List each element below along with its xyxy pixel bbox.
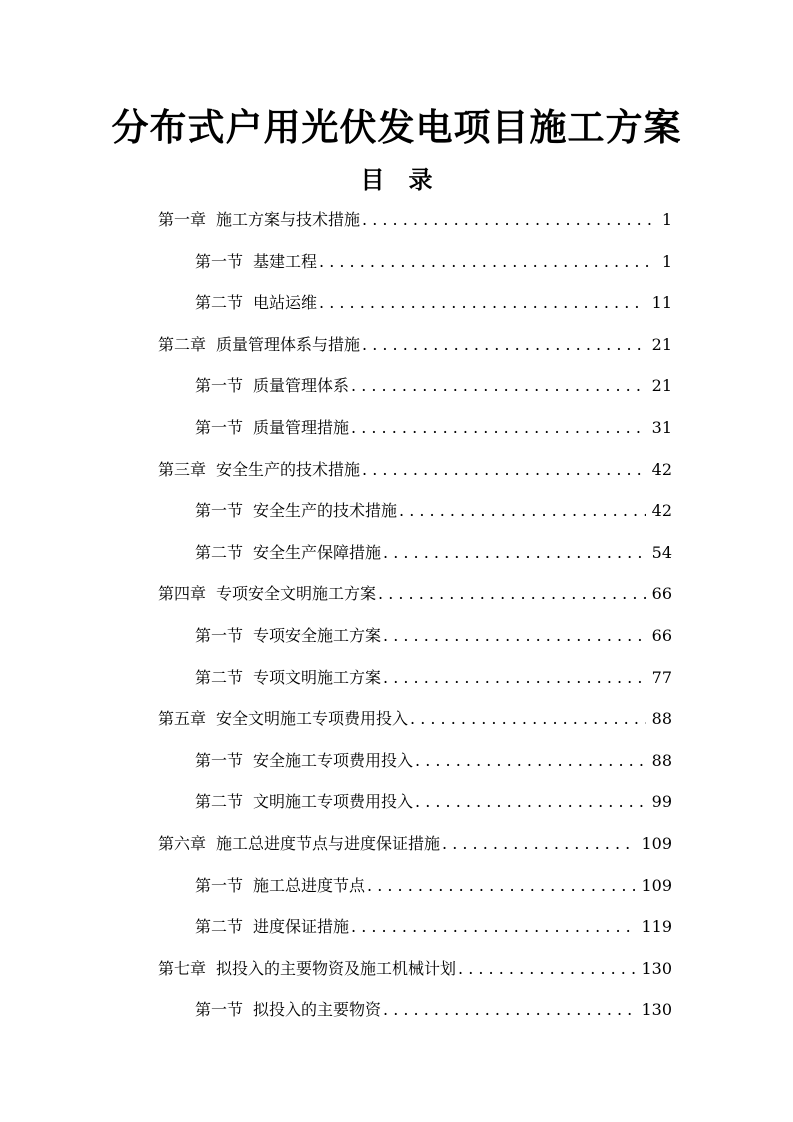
toc-entry-label [195, 416, 349, 440]
toc-entry-number: 第七章 [158, 958, 207, 978]
toc-entry-page-number: 130 [641, 958, 672, 978]
toc-entry-title: 质量管理体系 [253, 376, 350, 396]
toc-entry-section[interactable] [195, 374, 672, 398]
toc-entry-label [195, 291, 317, 315]
toc-entry-section[interactable] [195, 790, 672, 814]
toc-entry-number: 第一章 [158, 210, 207, 229]
toc-entry-title: 施工总进度节点与进度保证措施 [216, 834, 441, 853]
toc-dot-leader [415, 790, 646, 814]
toc-entry-page-number: 130 [641, 1000, 672, 1020]
toc-entry-page-number: 42 [651, 459, 672, 479]
toc-entry-number: 第二节 [195, 792, 244, 812]
toc-entry-number: 第二章 [158, 334, 207, 354]
toc-entry-label [195, 541, 381, 565]
toc-dot-leader [367, 874, 635, 898]
toc-entry-section[interactable] [195, 666, 672, 690]
toc-entry-page-number: 66 [651, 584, 672, 604]
toc-dot-leader [415, 749, 646, 773]
toc-dot-leader [362, 458, 646, 482]
toc-entry-page-number: 54 [651, 542, 672, 562]
toc-entry-title: 拟投入的主要物资及施工机械计划 [216, 958, 457, 978]
toc-entry-label [158, 957, 456, 981]
toc-entry-number: 第一节 [195, 501, 244, 521]
toc-entry-number: 第一节 [195, 418, 244, 437]
toc-entry-number: 第一节 [195, 376, 244, 396]
toc-entry-section[interactable] [195, 291, 672, 315]
toc-entry-label [195, 915, 349, 939]
toc-entry-number: 第四章 [158, 584, 207, 604]
toc-entry-section[interactable] [195, 998, 672, 1022]
toc-entry-chapter[interactable] [158, 208, 672, 232]
toc-entry-chapter[interactable] [158, 832, 672, 856]
toc-entry-section[interactable] [195, 416, 672, 440]
toc-entry-label [195, 666, 381, 690]
toc-entry-number: 第一节 [195, 875, 244, 895]
toc-entry-page-number: 21 [651, 334, 672, 354]
toc-entry-page-number: 109 [641, 875, 672, 895]
toc-entry-label [195, 250, 317, 274]
toc-entry-page-number: 1 [661, 251, 672, 271]
toc-entry-label [195, 374, 349, 398]
toc-entry-page-number: 109 [641, 834, 672, 853]
toc-entry-page-number: 99 [651, 792, 672, 812]
toc-dot-leader [378, 582, 646, 606]
toc-entry-title: 文明施工专项费用投入 [253, 792, 414, 812]
toc-entry-number: 第二节 [195, 542, 244, 562]
toc-dot-leader [458, 957, 635, 981]
toc-entry-chapter[interactable] [158, 707, 672, 731]
toc-entry-label [195, 624, 381, 648]
toc-entry-label [158, 707, 408, 731]
toc-entry-title: 质量管理体系与措施 [216, 334, 361, 354]
toc-dot-leader [351, 416, 646, 440]
toc-entry-label [195, 749, 413, 773]
toc-entry-page-number: 77 [651, 667, 672, 687]
toc-entry-section[interactable] [195, 915, 672, 939]
toc-entry-title: 安全生产保障措施 [253, 542, 382, 562]
toc-entry-label [195, 499, 397, 523]
toc-entry-number: 第一节 [195, 750, 244, 770]
toc-dot-leader [362, 333, 646, 357]
toc-entry-number: 第二节 [195, 917, 244, 937]
document-title: 分布式户用光伏发电项目施工方案 [111, 106, 682, 149]
toc-entry-label [195, 998, 381, 1022]
toc-entry-section[interactable] [195, 541, 672, 565]
toc-dot-leader [383, 541, 646, 565]
toc-entry-page-number: 88 [651, 709, 672, 729]
toc-entry-title: 安全文明施工专项费用投入 [216, 709, 409, 729]
toc-dot-leader [383, 624, 646, 648]
toc-entry-chapter[interactable] [158, 957, 672, 981]
toc-entry-section[interactable] [195, 499, 672, 523]
toc-entry-number: 第一节 [195, 1000, 244, 1020]
toc-entry-section[interactable] [195, 624, 672, 648]
toc-entry-number: 第一节 [195, 626, 244, 645]
toc-entry-title: 质量管理措施 [253, 418, 350, 437]
toc-entry-title: 施工方案与技术措施 [216, 210, 361, 229]
toc-entry-title: 安全生产的技术措施 [253, 501, 398, 521]
toc-dot-leader [319, 250, 656, 274]
toc-entry-label [158, 582, 376, 606]
toc-dot-leader [442, 832, 635, 856]
toc-entry-page-number: 1 [661, 210, 672, 229]
toc-entry-number: 第六章 [158, 834, 207, 853]
toc-dot-leader [383, 998, 635, 1022]
toc-entry-label [158, 333, 360, 357]
toc-entry-section[interactable] [195, 874, 672, 898]
toc-entry-chapter[interactable] [158, 333, 672, 357]
toc-dot-leader [362, 208, 656, 232]
toc-entry-number: 第五章 [158, 709, 207, 729]
toc-entry-section[interactable] [195, 250, 672, 274]
toc-dot-leader [410, 707, 646, 731]
toc-entry-number: 第二节 [195, 293, 244, 313]
toc-entry-page-number: 11 [651, 293, 672, 313]
toc-entry-page-number: 21 [651, 376, 672, 396]
toc-dot-leader [399, 499, 646, 523]
toc-entry-chapter[interactable] [158, 458, 672, 482]
toc-entry-title: 电站运维 [253, 293, 318, 313]
toc-entry-label [158, 832, 440, 856]
toc-entry-label [195, 874, 365, 898]
toc-entry-title: 专项安全文明施工方案 [216, 584, 377, 604]
toc-dot-leader [351, 374, 646, 398]
toc-entry-title: 安全生产的技术措施 [216, 459, 361, 479]
toc-entry-label [158, 208, 360, 232]
toc-heading: 目 录 [360, 166, 433, 194]
toc-entry-label [158, 458, 360, 482]
toc-entry-page-number: 42 [651, 501, 672, 521]
toc-entry-title: 基建工程 [253, 251, 318, 271]
toc-entry-title: 拟投入的主要物资 [253, 1000, 382, 1020]
toc-entry-title: 施工总进度节点 [253, 875, 366, 895]
toc-dot-leader [319, 291, 646, 315]
toc-entry-title: 进度保证措施 [253, 917, 350, 937]
toc-entry-title: 专项文明施工方案 [253, 667, 382, 687]
toc-entry-page-number: 66 [651, 626, 672, 645]
toc-entry-section[interactable] [195, 749, 672, 773]
toc-entry-label [195, 790, 413, 814]
toc-entry-title: 安全施工专项费用投入 [253, 750, 414, 770]
toc-entry-page-number: 119 [641, 917, 672, 937]
toc-entry-number: 第一节 [195, 251, 244, 271]
toc-entry-chapter[interactable] [158, 582, 672, 606]
toc-entry-page-number: 31 [651, 418, 672, 437]
toc-entry-title: 专项安全施工方案 [253, 626, 382, 645]
toc-dot-leader [383, 666, 646, 690]
toc-entry-number: 第三章 [158, 459, 207, 479]
toc-dot-leader [351, 915, 635, 939]
toc-entry-number: 第二节 [195, 667, 244, 687]
toc-entry-page-number: 88 [651, 750, 672, 770]
